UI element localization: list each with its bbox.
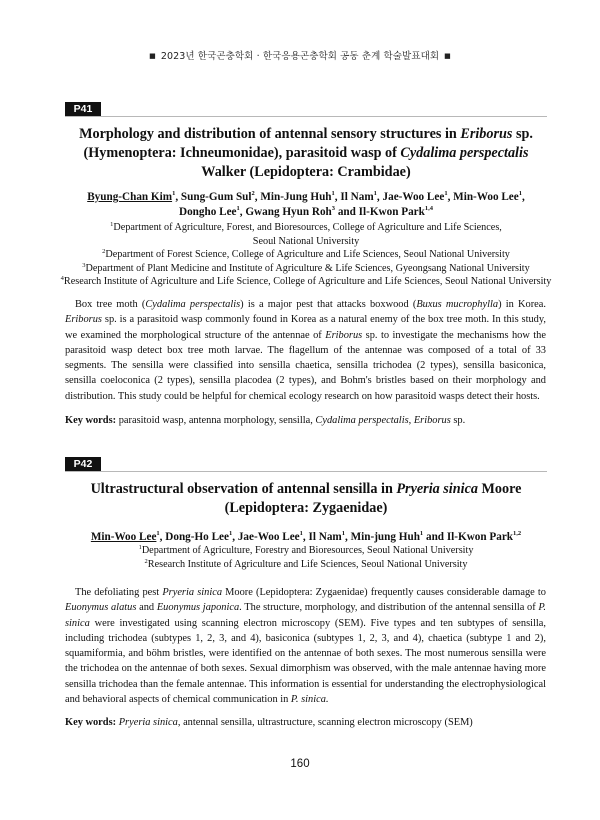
abstract-p42	[65, 585, 546, 707]
affiliation-text: Department of Plant Medicine and Institute of Agriculture & Life Sciences, Gyeongsang National University	[85, 262, 530, 274]
italic-term: P. sinica	[65, 602, 547, 629]
author-separator: ,	[159, 531, 166, 543]
header-square-icon: ■	[444, 52, 451, 60]
text-run: and	[136, 602, 157, 614]
text-run: sp. is a parasitoid wasp commonly found in Korea as a natural enemy of the box tree moth. In this study, we examined the morphological structure of the antennae of	[65, 314, 546, 341]
poster-tag-p41: P41	[65, 102, 101, 117]
abstract-p41	[65, 297, 546, 404]
title-text: Morphology and distribution of antennal sensory structures in	[79, 126, 461, 142]
title-taxon: Pryeria sinica	[396, 481, 478, 497]
italic-term: Cydalima perspectalis	[145, 299, 241, 310]
poster-title-p41	[60, 125, 552, 182]
author-name: Il-Kwon Park	[358, 206, 425, 218]
keywords-text	[116, 415, 465, 426]
affiliation-text: Department of Agriculture, Forest, and Bioresources, College of Agriculture and Life Sciences,	[113, 222, 502, 233]
author-affiliation-mark: 1	[444, 190, 448, 197]
author-list-p41	[60, 190, 552, 220]
abstract-paragraph	[65, 297, 546, 404]
author-name: Sung-Gum Sul	[180, 191, 252, 203]
presenting-author: Byung-Chan Kim	[87, 191, 173, 203]
italic-term: Pryeria sinica	[162, 587, 223, 598]
poster-title-p42	[60, 480, 552, 518]
author-separator: ,	[254, 191, 261, 203]
affiliation-mark: 1	[138, 544, 142, 551]
text-run: The defoliating pest	[75, 587, 163, 598]
title-taxon: Cydalima perspectalis	[400, 145, 529, 161]
author-affiliation-mark: 1	[228, 530, 233, 537]
title-taxon: Eriborus	[460, 126, 513, 142]
author-separator: ,	[447, 191, 454, 203]
author-name: Jae-Woo Lee	[237, 531, 300, 543]
affiliation-list-p41	[55, 221, 557, 289]
author-affiliation-mark: 2	[251, 190, 255, 197]
text-run: , antennal sensilla, ultrastructure, scanning electron microscopy (SEM)	[177, 717, 473, 728]
italic-term: Buxus mucrophylla	[416, 299, 499, 310]
italic-term: Eriborus	[65, 314, 102, 326]
author-name: Il Nam	[340, 191, 374, 203]
text-run: ,	[408, 415, 414, 426]
text-run: parasitoid wasp, antenna morphology, sensilla,	[116, 415, 316, 426]
section-divider	[65, 116, 547, 117]
author-name: Il-Kwon Park	[446, 531, 514, 543]
author-name: Min-Woo Lee	[453, 191, 519, 203]
author-separator: ,	[334, 191, 341, 203]
author-list-p42	[60, 530, 552, 545]
text-run: sp. to investigate the mechanisms how the parasitoid wasp detect box tree moth larvae. The flagellum of the antennae was composed of a total of 33 segments. The sensilla were classified into sensilla chaetica, sensilla trichodea (2 types), sensilla basiconica, sensilla coeloconica (2 types), sensilla placodea (2 types), and Bohm's bristles based on their morphology and distribution. This study could be helpful for chemical ecology research on how parasitoid wasps detect their hosts.	[65, 329, 546, 402]
affiliation-mark: 2	[102, 248, 106, 256]
italic-term: Cydalima perspectalis	[315, 415, 409, 426]
author-name: Min-jung Huh	[350, 531, 420, 543]
author-separator: ,	[302, 531, 309, 543]
author-name: Gwang Hyun Roh	[245, 206, 332, 218]
text-run: . The structure, morphology, and distribution of the antennal sensilla of	[239, 602, 539, 614]
section-divider	[65, 471, 547, 472]
author-separator: and	[335, 206, 359, 218]
affiliation-text: Seoul National University	[252, 235, 360, 247]
italic-term: P. sinica.	[290, 694, 329, 706]
title-text: Moore (Lepidoptera: Zygaenidae)	[224, 481, 522, 516]
affiliation-line	[55, 235, 557, 249]
affiliation-line	[55, 248, 557, 262]
author-affiliation-mark: 1	[172, 190, 176, 197]
keywords-text	[116, 717, 473, 728]
italic-term: Eriborus	[325, 329, 363, 341]
text-run: Moore (Lepidoptera: Zygaenidae) frequently causes considerable damage to	[222, 587, 546, 598]
author-separator: ,	[239, 206, 246, 218]
author-affiliation-mark: 1	[419, 530, 424, 537]
affiliation-mark: 1	[110, 221, 114, 228]
affiliation-text: Research Institute of Agriculture and Life Science, College of Agriculture and Life Sciences, Seoul National University	[63, 276, 552, 288]
author-affiliation-mark: 1,4	[424, 205, 433, 212]
author-name: Dong-Ho Lee	[165, 531, 229, 543]
header-text: 2023년 한국곤충학회 · 한국응용곤충학회 공동 춘계 학술발표대회	[160, 51, 440, 62]
text-run: ) in Korea.	[498, 299, 546, 310]
affiliation-line	[55, 221, 557, 235]
presenting-author: Min-Woo Lee	[90, 531, 157, 543]
page-number: 160	[290, 758, 310, 770]
keywords-label: Key words:	[65, 717, 117, 728]
author-affiliation-mark: 1	[331, 190, 335, 197]
author-affiliation-mark: 1	[373, 190, 377, 197]
keywords-label: Key words:	[65, 415, 117, 426]
author-name: Jae-Woo Lee	[382, 191, 445, 203]
author-affiliation-mark: 3	[331, 205, 336, 212]
author-separator: ,	[232, 531, 238, 543]
author-separator: and	[423, 531, 447, 543]
text-run: ) is a major pest that attacks boxwood (	[240, 299, 417, 310]
text-run: Box tree moth (	[75, 299, 146, 310]
author-affiliation-mark: 1	[236, 205, 240, 212]
affiliation-line	[55, 544, 557, 558]
affiliation-text: Department of Agriculture, Forestry and Bioresources, Seoul National University	[141, 545, 474, 556]
affiliation-list-p42	[55, 544, 557, 571]
running-header	[0, 48, 600, 62]
author-name: Il Nam	[308, 531, 342, 543]
affiliation-mark: 2	[144, 557, 148, 565]
title-text: Ultrastructural observation of antennal sensilla in	[90, 481, 397, 497]
author-separator: ,	[175, 191, 181, 203]
author-separator: ,	[345, 531, 351, 543]
author-affiliation-mark: 1,2	[513, 530, 522, 537]
poster-tag-p42: P42	[65, 457, 101, 472]
italic-term: Euonymus alatus	[65, 602, 137, 614]
affiliation-mark: 4	[60, 275, 64, 283]
affiliation-line	[55, 558, 557, 572]
title-text: sp. (Hymenoptera: Ichneumonidae), parasitoid wasp of	[83, 126, 533, 161]
title-text: Walker (Lepidoptera: Crambidae)	[201, 164, 411, 180]
affiliation-line	[55, 262, 557, 276]
italic-term: Pryeria sinica	[118, 717, 178, 728]
author-affiliation-mark: 1	[299, 530, 303, 537]
affiliation-line	[55, 275, 557, 289]
author-name: Dongho Lee	[179, 206, 237, 218]
italic-term: Eriborus	[413, 415, 451, 426]
author-affiliation-mark: 1	[156, 530, 160, 537]
author-separator: ,	[521, 191, 525, 203]
keywords-p41	[65, 414, 546, 428]
author-affiliation-mark: 1	[518, 190, 522, 197]
text-run: were investigated using scanning electron microscopy (SEM). Five types and ten subtypes of sensilla, including trichodea (subtypes 1, 2, 3, and 4), basiconica (subtypes 1, 2, 3, and 4), chaetica (subtype 1 and 2), squamiformia, and böhm bristles, were identified on the antennae of both sexes. The most numerous sensilla were the trichodea on the antennae of both sexes. Sexual dimorphism was observed, with the male antennae having more sensilla trichodea than the female antennae. This information is essential for understanding the electrophysiological and behavioral aspects of chemical communication in	[65, 617, 546, 706]
text-run: sp.	[450, 415, 466, 426]
affiliation-text: Research Institute of Agriculture and Life Sciences, Seoul National University	[147, 558, 468, 570]
italic-term: Euonymus japonica	[156, 602, 240, 614]
affiliation-mark: 3	[82, 261, 86, 269]
header-square-icon: ■	[149, 52, 156, 60]
author-name: Min-Jung Huh	[260, 191, 332, 203]
author-separator: ,	[376, 191, 383, 203]
affiliation-text: Department of Forest Science, College of Agriculture and Life Sciences, Seoul National University	[105, 249, 510, 261]
abstract-paragraph	[65, 585, 546, 707]
keywords-p42	[65, 716, 546, 730]
author-affiliation-mark: 1	[341, 530, 345, 537]
